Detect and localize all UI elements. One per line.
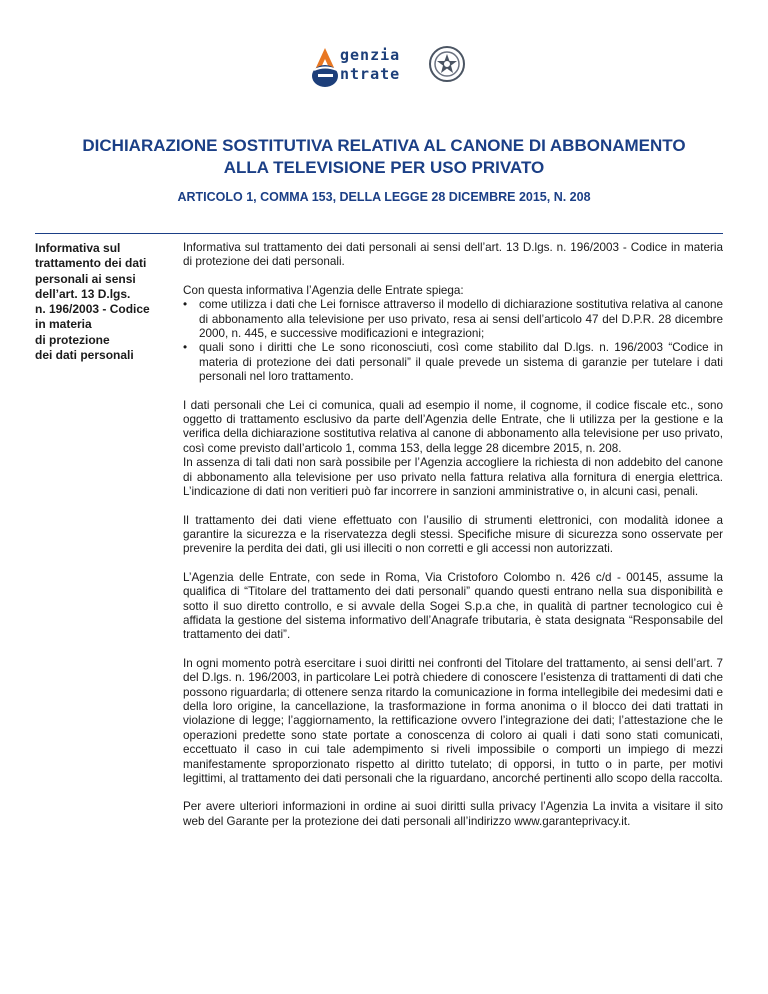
sidebar-line: in materia: [35, 317, 92, 332]
paragraph-data-usage-b: In assenza di tali dati non sarà possibile per l’Agenzia accogliere la richiesta di non addebito del canone di abbonamento alla televisione per uso privato nella fattura relativa alla fornitura di energia elettrica. L’indicazione di dati non veritieri può far incorrere in sanzioni amministrative o, in alcuni casi, penali.: [183, 456, 723, 499]
sidebar-heading: [35, 241, 173, 363]
list-item: • come utilizza i dati che Lei fornisce attraverso il modello di dichiarazione sostitutiva relativa al canone di abbonamento alla televisione per uso privato, resa ai sensi dell’articolo 47 del D.P.R. 28 dicembre 2000, n. 445, e successive modificazioni e integrazioni;: [183, 298, 723, 341]
logo-word-entrate: ntrate: [340, 65, 401, 83]
document-title-line-1: DICHIARAZIONE SOSTITUTIVA RELATIVA AL CANONE DI ABBONAMENTO: [82, 136, 686, 155]
document-title-line-2: ALLA TELEVISIONE PER USO PRIVATO: [223, 158, 545, 177]
paragraph-data-usage-a: I dati personali che Lei ci comunica, quali ad esempio il nome, il cognome, il codice fiscale etc., sono oggetto di trattamento esclusivo da parte dell’Agenzia delle Entrate, che li utilizza per la gestione e la verifica della dichiarazione sostitutiva relativa al canone di abbonamento alla televisione per uso privato, così come previsto dall’articolo 1, comma 153, della legge 28 dicembre 2015, n. 208.: [183, 398, 723, 455]
list-item: • quali sono i diritti che Le sono riconosciuti, così come stabilito dal D.lgs. n. 196/2003 “Codice in materia di protezione dei dati personali” il quale prevede un sistema di garanzie per tutelare i dati personali nel loro trattamento.: [183, 341, 723, 384]
agenzia-entrate-logo: [310, 44, 470, 94]
header-divider: [35, 233, 723, 234]
paragraph-more-info: Per avere ulteriori informazioni in ordine ai suoi diritti sulla privacy l’Agenzia La invita a visitare il sito web del Garante per la protezione dei dati personali all’indirizzo www.garanteprivacy.it.: [183, 800, 723, 828]
agenzia-entrate-logo-mark: [310, 46, 342, 88]
sidebar-line: n. 196/2003 - Codice: [35, 302, 150, 317]
logo-word-agenzia: genzia: [340, 46, 401, 64]
sidebar-line: dei dati personali: [35, 348, 134, 363]
privacy-notice-body: [183, 241, 723, 843]
document-subtitle: ARTICOLO 1, COMMA 153, DELLA LEGGE 28 DICEMBRE 2015, N. 208: [177, 190, 591, 204]
sidebar-line: trattamento dei dati: [35, 256, 147, 271]
sidebar-line: dell’art. 13 D.lgs.: [35, 286, 131, 301]
paragraph-intro: Informativa sul trattamento dei dati personali ai sensi dell’art. 13 D.lgs. n. 196/2003 - Codice in materia di protezione dei dati personali.: [183, 241, 723, 269]
sidebar-line: di protezione: [35, 332, 110, 347]
paragraph-rights: In ogni momento potrà esercitare i suoi diritti nei confronti del Titolare del trattamento, ai sensi dell’art. 7 del D.lgs. n. 196/2003, in particolare Lei potrà chiedere di conoscere l’esistenza di trattamenti di dati che possono riguardarla; di ottenere senza ritardo la comunicazione in forma intellegibile dei medesimi dati e della loro origine, la cancellazione, la trasformazione in forma anonima o il blocco dei dati trattati in violazione di legge; l’aggiornamento, la rettificazione ovvero l’integrazione dei dati; l’attestazione che le operazioni predette sono state portate a conoscenza di coloro ai quali i dati sono stati comunicati, eccettuato il caso in cui tale adempimento si riveli impossibile o comporti un impiego di mezzi manifestamente sproporzionato rispetto al diritto tutelato; di opporsi, in tutto o in parte, per motivi legittimi, al trattamento dei dati personali che la riguardano, ancorché pertinenti allo scopo della raccolta.: [183, 656, 723, 785]
paragraph-controller: L’Agenzia delle Entrate, con sede in Roma, Via Cristoforo Colombo n. 426 c/d - 00145, assume la qualifica di “Titolare del trattamento dei dati personali” quando questi entrano nella sua disponibilità e sotto il suo diretto controllo, e si avvale della Sogei S.p.a che, in qualità di partner tecnologico cui è affidata la gestione del sistema informativo dell’Anagrafe tributaria, è stata designata “Responsabile del trattamento dei dati”.: [183, 570, 723, 642]
italian-republic-emblem-icon: [428, 44, 466, 84]
document-title: [60, 135, 708, 179]
paragraph-explains: Con questa informativa l’Agenzia delle Entrate spiega:: [183, 283, 464, 297]
paragraph-security: Il trattamento dei dati viene effettuato con l’ausilio di strumenti elettronici, con modalità idonee a garantire la sicurezza e la riservatezza degli stessi. Specifiche misure di sicurezza sono osservate per prevenire la perdita dei dati, gli usi illeciti o non corretti e gli accessi non autorizzati.: [183, 513, 723, 556]
paragraph-data-usage: [183, 399, 723, 500]
sidebar-line: personali ai sensi: [35, 271, 136, 286]
sidebar-line: Informativa sul: [35, 241, 121, 255]
explains-list: [183, 298, 723, 384]
